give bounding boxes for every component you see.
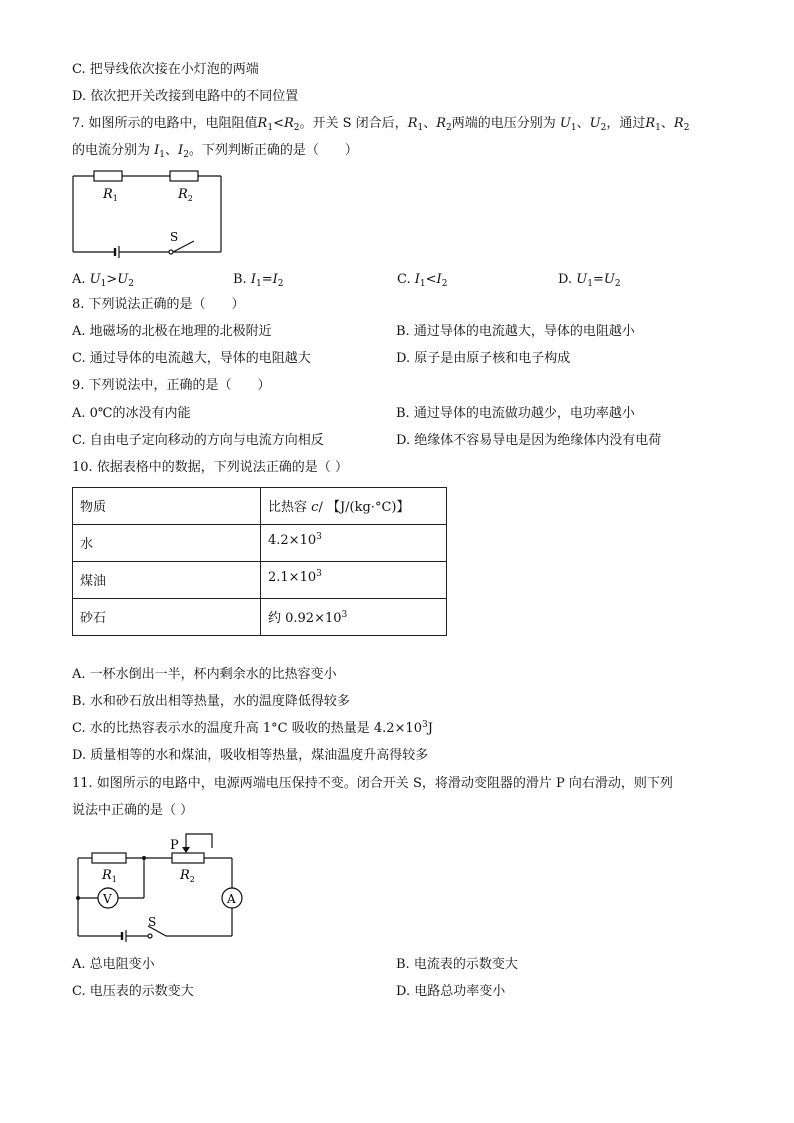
q10-option-a: A. 一杯水倒出一半，杯内剩余水的比热容变小 xyxy=(72,667,337,682)
q11-option-b: B. 电流表的示数变大 xyxy=(396,957,518,972)
q10-option-d: D. 质量相等的水和煤油，吸收相等热量，煤油温度升高得较多 xyxy=(72,748,429,763)
q11-resistor-r1 xyxy=(92,853,126,863)
q7-stem-line2: 的电流分别为 $I_1$、$I_2$。下列判断正确的是（ ） xyxy=(72,143,358,160)
q7-option-c: C. $I_1<I_2$ xyxy=(397,272,448,289)
q6-option-c: C. 把导线依次接在小灯泡的两端 xyxy=(72,62,259,77)
svg-text:R1: $R_1$ xyxy=(102,868,117,884)
q11-rheostat-r2 xyxy=(172,853,204,863)
q11-option-d: D. 电路总功率变小 xyxy=(396,984,506,999)
q10-stem: 10. 依据表格中的数据，下列说法正确的是（ ） xyxy=(72,460,348,475)
q7-option-d: D. $U_1=U_2$ xyxy=(558,272,621,289)
q7-stem-line1: 7. 如图所示的电路中，电阻阻值$R_1<R_2$。开关 S 闭合后，$R_1$、$R_2$两端的电压分别为 $U_1$、$U_2$，通过$R_1$、$R_2$ xyxy=(72,116,690,133)
specific-heat-table xyxy=(72,487,447,636)
svg-text:R1: $R_1$ xyxy=(103,187,118,203)
table-header-substance: 物质 xyxy=(73,488,261,525)
q11-slider-arrow xyxy=(182,847,190,853)
q8-option-b: B. 通过导体的电流越大，导体的电阻越小 xyxy=(396,324,635,339)
table-cell-value: $4.2\times 10^3$ xyxy=(261,525,447,562)
svg-text:R2: $R_2$ xyxy=(178,187,193,203)
q7-option-b: B. $I_1=I_2$ xyxy=(233,272,284,289)
table-header-specific-heat: 比热容 c/ 【J/(kg·°C)】 xyxy=(261,488,447,525)
svg-text:S: S xyxy=(170,230,179,244)
q10-option-c: C. 水的比热容表示水的温度升高 1°C 吸收的热量是 $4.2\times 10^3J$ xyxy=(72,720,433,736)
table-row xyxy=(73,599,447,636)
svg-text:R2: $R_2$ xyxy=(180,868,195,884)
svg-text:S: S xyxy=(148,915,157,929)
q7-resistor-r1 xyxy=(94,171,122,181)
q11-option-a: A. 总电阻变小 xyxy=(72,957,155,972)
table-cell-value: $2.1\times 10^3$ xyxy=(261,562,447,599)
table-cell-substance: 砂石 xyxy=(73,599,261,636)
q9-stem: 9. 下列说法中，正确的是（ ） xyxy=(72,378,271,393)
q11-option-c: C. 电压表的示数变大 xyxy=(72,984,194,999)
table-cell-substance: 煤油 xyxy=(73,562,261,599)
q10-option-b: B. 水和砂石放出相等热量，水的温度降低得较多 xyxy=(72,694,350,709)
q6-option-d: D. 依次把开关改接到电路中的不同位置 xyxy=(72,89,299,104)
q8-option-c: C. 通过导体的电流越大，导体的电阻越大 xyxy=(72,351,311,366)
q9-option-a: A. 0℃的冰没有内能 xyxy=(72,406,191,421)
q11-stem-line2: 说法中正确的是（ ） xyxy=(72,803,194,818)
svg-text:P: P xyxy=(170,838,179,853)
q8-stem: 8. 下列说法正确的是（ ） xyxy=(72,297,245,312)
q11-circuit-diagram xyxy=(72,830,247,942)
q9-option-c: C. 自由电子定向移动的方向与电流方向相反 xyxy=(72,433,324,448)
q9-option-d: D. 绝缘体不容易导电是因为绝缘体内没有电荷 xyxy=(396,433,662,448)
q9-option-b: B. 通过导体的电流做功越少，电功率越小 xyxy=(396,406,635,421)
table-row xyxy=(73,562,447,599)
q7-option-a: A. $U_1>U_2$ xyxy=(72,272,134,289)
table-cell-substance: 水 xyxy=(73,525,261,562)
q7-resistor-r2 xyxy=(170,171,198,181)
table-cell-value: 约 $0.92\times 10^3$ xyxy=(261,599,447,636)
table-header-row xyxy=(73,488,447,525)
q7-circuit-diagram xyxy=(70,168,230,260)
svg-text:V: V xyxy=(103,892,112,906)
table-row xyxy=(73,525,447,562)
q8-option-d: D. 原子是由原子核和电子构成 xyxy=(396,351,571,366)
q8-option-a: A. 地磁场的北极在地理的北极附近 xyxy=(72,324,272,339)
q11-stem-line1: 11. 如图所示的电路中，电源两端电压保持不变。闭合开关 S，将滑动变阻器的滑片 P 向右滑动，则下列 xyxy=(72,776,673,791)
svg-text:A: A xyxy=(227,892,236,906)
